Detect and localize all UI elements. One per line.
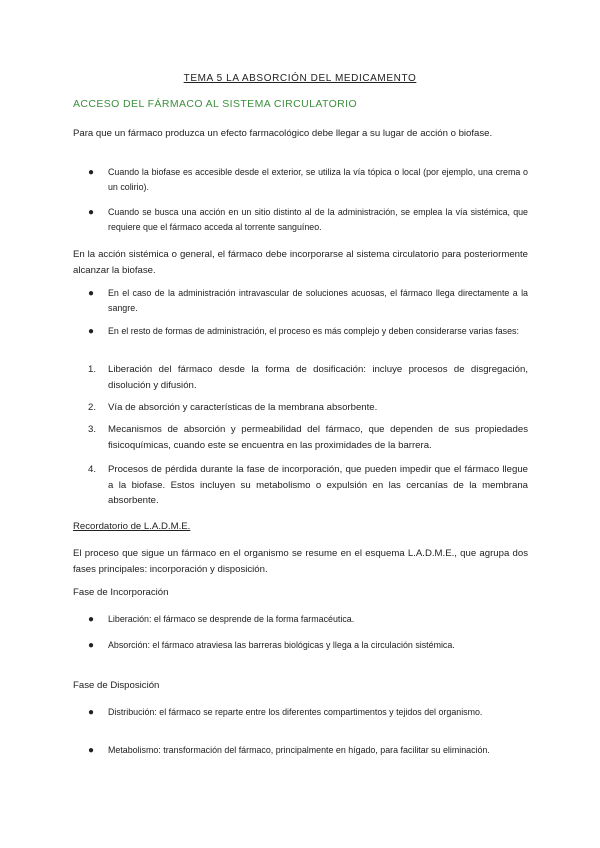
paragraph-ladme: El proceso que sigue un fármaco en el organismo se resume en el esquema L.A.D.M.E., que agrupa dos fases principales: incorporación y disposición. (73, 548, 528, 575)
section-heading: ACCESO DEL FÁRMACO AL SISTEMA CIRCULATORIO (73, 98, 358, 110)
list-item-text: Absorción: el fármaco atraviesa las barreras biológicas y llega a la circulación sistémica. (108, 640, 455, 650)
list-item-text: Liberación: el fármaco se desprende de la forma farmacéutica. (108, 614, 355, 624)
bullet-icon: ● (88, 167, 95, 178)
numbered-item-text: Liberación del fármaco desde la forma de dosificación: incluye procesos de disgregación, disolución y difusión. (108, 364, 528, 391)
numbered-item-text: Procesos de pérdida durante la fase de incorporación, que pueden impedir que el fármaco llegue a la biofase. Estos incluyen su metabolismo o expulsión en las cercanías de la membrana absorbente. (108, 464, 528, 506)
numbered-item (88, 400, 528, 416)
numbered-item (88, 462, 528, 509)
numbered-item-text: Mecanismos de absorción y permeabilidad del fármaco, que dependen de sus propiedades fisicoquímicas, cuando este se encuentra en las proximidades de la barrera. (108, 424, 528, 451)
list-item (88, 743, 528, 758)
disposition-heading: Fase de Disposición (73, 680, 160, 691)
bullet-icon: ● (88, 640, 95, 651)
list-item (88, 205, 528, 235)
list-item (88, 705, 528, 720)
paragraph-intro: Para que un fármaco produzca un efecto farmacológico debe llegar a su lugar de acción o biofase. (73, 128, 493, 139)
numbered-item (88, 362, 528, 393)
item-number: 3. (88, 424, 97, 435)
bullet-icon: ● (88, 745, 95, 756)
item-number: 1. (88, 364, 97, 375)
bullet-icon: ● (88, 707, 95, 718)
list-item (88, 165, 528, 195)
bullet-icon: ● (88, 614, 95, 625)
list-item (88, 612, 528, 627)
list-item (88, 324, 528, 339)
item-number: 2. (88, 402, 97, 413)
paragraph-systemic: En la acción sistémica o general, el fármaco debe incorporarse al sistema circulatorio para posteriormente alcanzar la biofase. (73, 249, 528, 276)
item-number: 4. (88, 464, 97, 475)
page-title: TEMA 5 LA ABSORCIÓN DEL MEDICAMENTO (183, 73, 417, 84)
list-item (88, 286, 528, 316)
numbered-item-text: Vía de absorción y características de la membrana absorbente. (108, 402, 378, 413)
list-item-text: Metabolismo: transformación del fármaco, principalmente en hígado, para facilitar su eliminación. (108, 745, 490, 755)
incorporation-heading: Fase de Incorporación (73, 587, 169, 598)
list-item-text: Cuando se busca una acción en un sitio distinto al de la administración, se emplea la vía sistémica, que requiere que el fármaco acceda al torrente sanguíneo. (108, 207, 528, 232)
bullet-icon: ● (88, 288, 95, 299)
numbered-item (88, 422, 528, 453)
list-item-text: Cuando la biofase es accesible desde el exterior, se utiliza la vía tópica o local (por ejemplo, una crema o un colirio). (108, 167, 528, 192)
bullet-icon: ● (88, 207, 95, 218)
list-item-text: En el caso de la administración intravascular de soluciones acuosas, el fármaco llega directamente a la sangre. (108, 288, 528, 313)
list-item-text: En el resto de formas de administración, el proceso es más complejo y deben considerarse varias fases: (108, 326, 519, 336)
ladme-heading: Recordatorio de L.A.D.M.E. (73, 521, 191, 532)
bullet-icon: ● (88, 326, 95, 337)
list-item (88, 638, 528, 653)
list-item-text: Distribución: el fármaco se reparte entre los diferentes compartimentos y tejidos del organismo. (108, 707, 483, 717)
